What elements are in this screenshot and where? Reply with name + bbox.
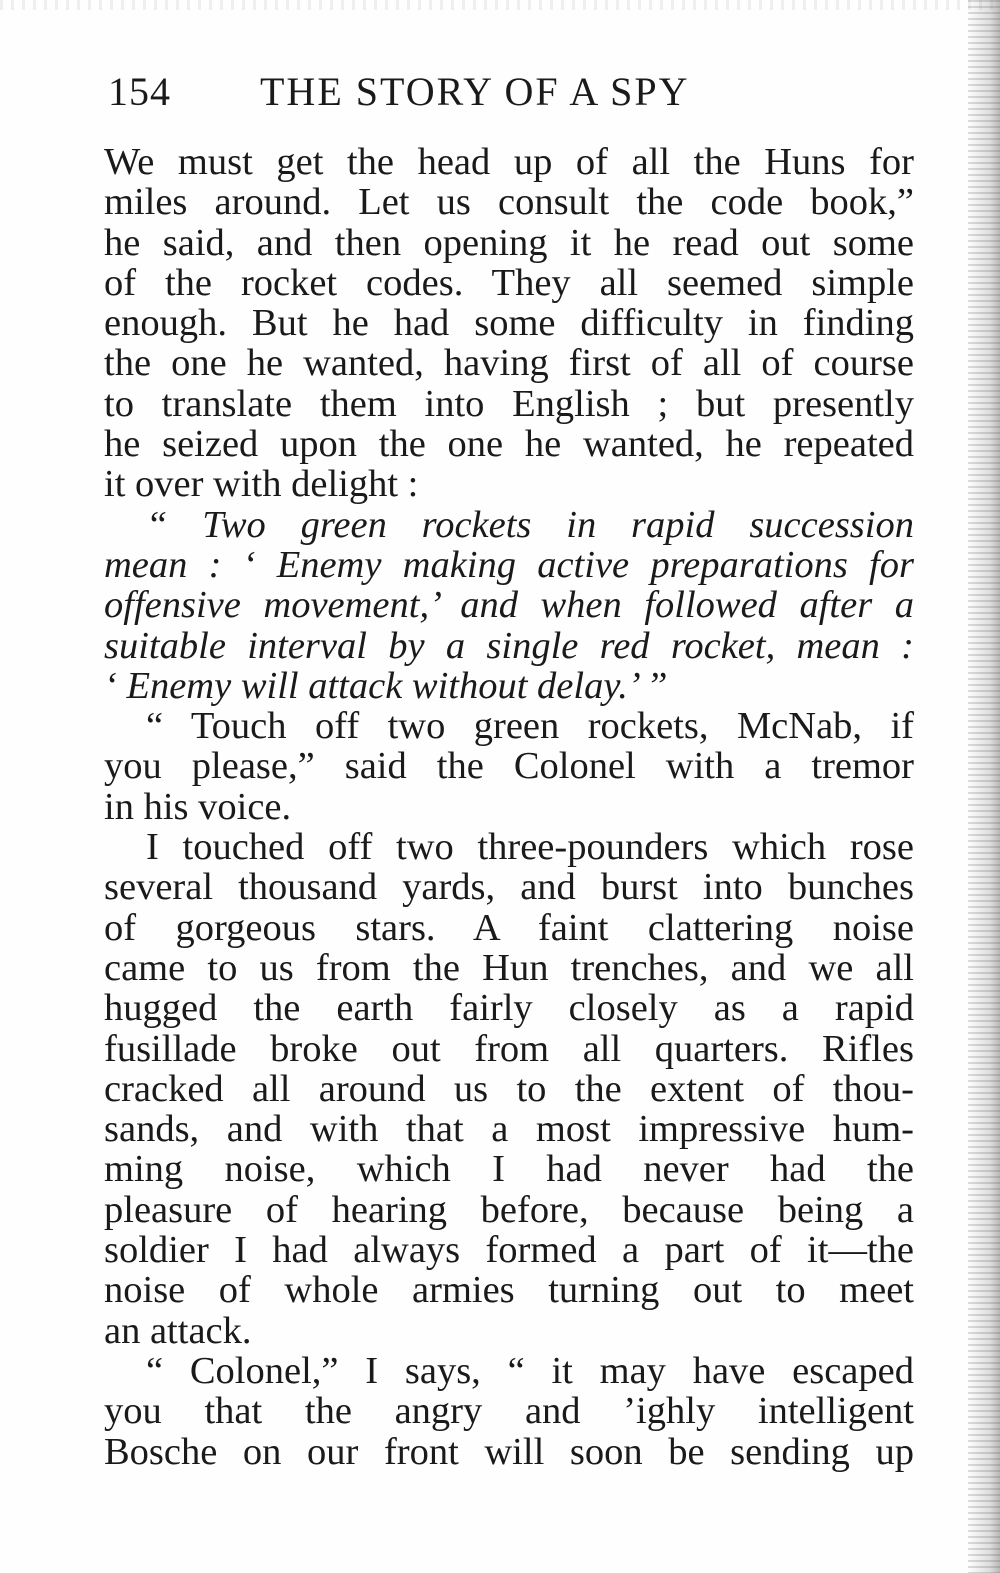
text-line: ming noise, which I had never had the [104,1149,914,1190]
text-line: you please,” said the Colonel with a tremor [104,746,914,787]
text-line: of gorgeous stars. A faint clattering noise [104,907,914,948]
text-line: enough. But he had some difficulty in finding [104,303,914,344]
text-line: an attack. [104,1310,252,1351]
running-title: THE STORY OF A SPY [260,69,690,114]
text-line: I touched off two three-pounders which rose [146,827,914,868]
quoted-code-line: “ Two green rockets in rapid succession [146,504,914,545]
text-line: hugged the earth fairly closely as a rapid [104,988,914,1029]
text-line: came to us from the Hun trenches, and we all [104,947,914,989]
text-line: of the rocket codes. They all seemed simple [104,262,914,304]
page-number: 154 [108,69,171,114]
text-line: in his voice. [104,786,292,828]
text-line: he said, and then opening it he read out some [104,222,914,263]
text-line: cracked all around us to the extent of thou- [104,1068,914,1110]
text-line: sands, and with that a most impressive hum- [104,1109,914,1150]
text-line: “ Colonel,” I says, “ it may have escaped [146,1350,914,1392]
page-top-edge [0,0,1000,10]
text-line: We must get the head up of all the Huns for [104,142,914,183]
quoted-code-line: mean : ‘ Enemy making active preparations for [104,544,914,586]
text-line: miles around. Let us consult the code book,” [104,182,914,223]
text-line: Bosche on our front will soon be sending up [104,1431,914,1472]
quoted-code-line: ‘ Enemy will attack without delay.’ ” [104,665,668,707]
text-line: fusillade broke out from all quarters. Rifles [104,1028,914,1069]
body-text [104,142,914,1472]
text-line: it over with delight : [104,464,419,505]
text-line: he seized upon the one he wanted, he repeated [104,424,914,465]
text-line: the one he wanted, having first of all of course [104,343,914,384]
text-line: soldier I had always formed a part of it—the [104,1230,914,1271]
text-line: “ Touch off two green rockets, McNab, if [146,706,914,747]
text-line: you that the angry and ’ighly intelligent [104,1391,914,1432]
text-line: pleasure of hearing before, because being a [104,1189,914,1231]
text-line: noise of whole armies turning out to meet [104,1270,914,1311]
text-line: several thousand yards, and burst into bunches [104,867,914,908]
text-line: to translate them into English ; but presently [104,383,914,425]
page-binding-edge [968,0,1000,1573]
page-header [108,68,918,118]
quoted-code-line: suitable interval by a single red rocket, mean : [104,625,914,666]
quoted-code-line: offensive movement,’ and when followed after a [104,585,914,626]
